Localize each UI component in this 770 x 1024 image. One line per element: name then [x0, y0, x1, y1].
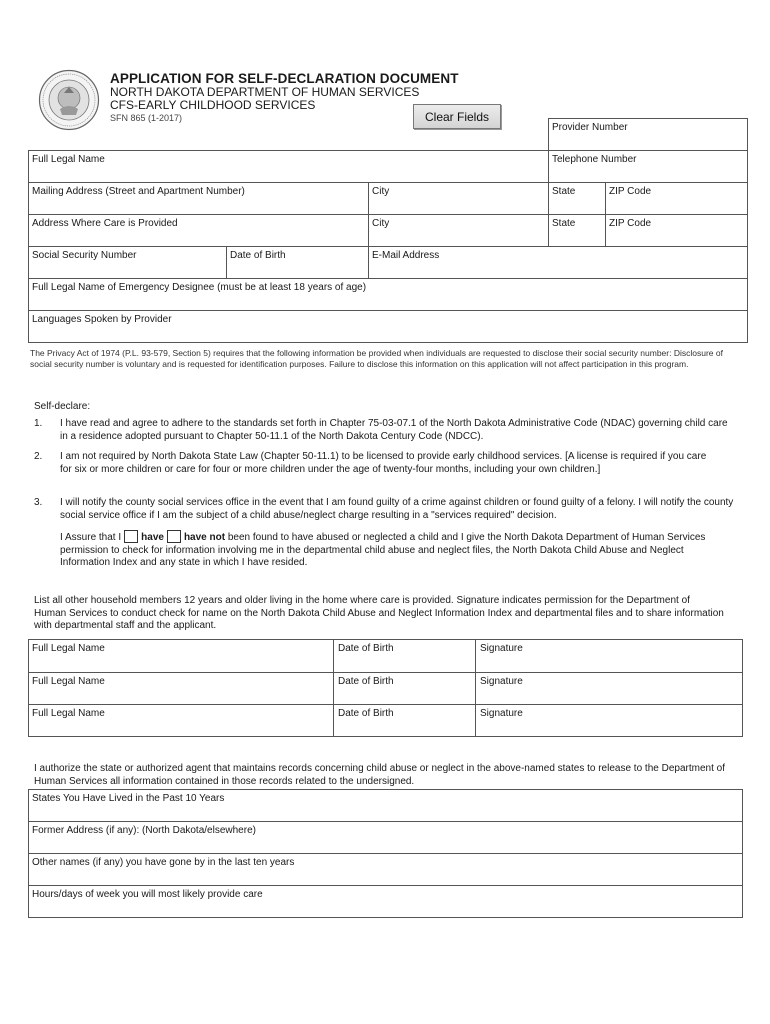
mailing-state-label: State [552, 186, 576, 197]
languages-label: Languages Spoken by Provider [32, 314, 172, 325]
mailing-city-field[interactable] [369, 198, 547, 213]
assure-rest: been found to have abused or neglected a child and I give the North Dakota Department of Human Services permission to check for information involving me in the departmental child abuse and neglect files, the North Dakota Child Abuse and Neglect Information Index and any state in which I have resided. [60, 532, 706, 568]
household-name-label: Full Legal Name [32, 676, 105, 687]
mailing-address-field[interactable] [29, 198, 367, 213]
care-state-field[interactable] [549, 230, 604, 245]
care-zip-field[interactable] [606, 230, 746, 245]
former-address-field[interactable] [29, 837, 741, 852]
state-seal-image [38, 69, 100, 131]
care-city-field[interactable] [369, 230, 547, 245]
household-signature-field[interactable] [476, 688, 741, 703]
languages-field[interactable] [29, 326, 746, 341]
household-name-field[interactable] [29, 720, 332, 735]
mailing-address-label: Mailing Address (Street and Apartment Number) [32, 186, 245, 197]
dob-field[interactable] [227, 262, 367, 277]
mailing-zip-label: ZIP Code [609, 186, 652, 197]
household-name-field[interactable] [29, 688, 332, 703]
household-dob-field[interactable] [334, 720, 474, 735]
other-names-field[interactable] [29, 869, 741, 884]
full-legal-name-label: Full Legal Name [32, 154, 105, 165]
care-hours-label: Hours/days of week you will most likely provide care [32, 889, 263, 900]
household-dob-label: Date of Birth [338, 643, 394, 654]
household-signature-label: Signature [480, 643, 523, 654]
form-title: APPLICATION FOR SELF-DECLARATION DOCUMENT [110, 71, 459, 86]
privacy-notice: The Privacy Act of 1974 (P.L. 93-579, Section 5) requires that the following information be provided when individuals are requested to disclose their social security number: Disclosure of social security number is voluntary and is requested for identification purposes. Failure to disclose this information on this application will not affect participation in this program. [30, 348, 723, 369]
have-label: have [141, 532, 164, 543]
emergency-designee-field[interactable] [29, 294, 746, 309]
full-legal-name-field[interactable] [29, 166, 547, 181]
self-declare-item-1: I have read and agree to adhere to the standards set forth in Chapter 75-03-07.1 of the North Dakota Administrative Code (NDAC) governing child care in a residence adopted pursuant to Chapter 50-11.1 of the North Dakota Century Code (NDCC). [60, 418, 728, 442]
clear-fields-button[interactable]: Clear Fields [413, 104, 501, 129]
care-address-label: Address Where Care is Provided [32, 218, 178, 229]
provider-number-field[interactable] [549, 134, 746, 149]
email-label: E-Mail Address [372, 250, 440, 261]
household-dob-field[interactable] [334, 655, 474, 671]
care-city-label: City [372, 218, 390, 229]
household-signature-label: Signature [480, 676, 523, 687]
household-signature-field[interactable] [476, 720, 741, 735]
ssn-field[interactable] [29, 262, 225, 277]
division-name: CFS-EARLY CHILDHOOD SERVICES [110, 98, 316, 112]
email-field[interactable] [369, 262, 746, 277]
household-intro: List all other household members 12 years and older living in the home where care is provided. Signature indicates permission for the Department of Human Services to conduct check for name on the North Dakota Child Abuse and Neglect Information Index and departmental files and to share information with departmental staff and the applicant. [34, 595, 724, 631]
self-declare-item-2: I am not required by North Dakota State Law (Chapter 50-11.1) to be licensed to provide early childhood services. [A license is required if you care for six or more children or care for four or more children under the age of twenty-four months, including your own children.] [60, 451, 707, 475]
self-declare-heading: Self-declare: [34, 401, 91, 412]
household-signature-field[interactable] [476, 655, 741, 671]
states-lived-label: States You Have Lived in the Past 10 Years [32, 793, 225, 804]
item-number: 2. [34, 451, 43, 462]
care-address-field[interactable] [29, 230, 367, 245]
have-not-label: have not [183, 532, 226, 543]
household-dob-label: Date of Birth [338, 676, 394, 687]
department-name: NORTH DAKOTA DEPARTMENT OF HUMAN SERVICES [110, 85, 420, 99]
states-lived-field[interactable] [29, 805, 741, 820]
care-hours-field[interactable] [29, 901, 741, 916]
item-number: 1. [34, 418, 43, 429]
assurance-statement [60, 530, 730, 570]
assure-prefix: I Assure that I [60, 532, 122, 543]
former-address-label: Former Address (if any): (North Dakota/elsewhere) [32, 825, 256, 836]
authorization-text: I authorize the state or authorized agent that maintains records concerning child abuse or neglect in the above-named states to release to the Department of Human Services all information contained in those records related to the undersigned. [34, 763, 725, 787]
form-number: SFN 865 (1-2017) [110, 113, 183, 123]
ssn-label: Social Security Number [32, 250, 137, 261]
item-number: 3. [34, 497, 43, 508]
household-name-label: Full Legal Name [32, 643, 105, 654]
dob-label: Date of Birth [230, 250, 286, 261]
mailing-city-label: City [372, 186, 390, 197]
telephone-number-field[interactable] [549, 166, 746, 181]
have-not-checkbox[interactable] [167, 530, 181, 543]
have-checkbox[interactable] [124, 530, 138, 543]
telephone-number-label: Telephone Number [552, 154, 637, 165]
care-state-label: State [552, 218, 576, 229]
emergency-designee-label: Full Legal Name of Emergency Designee (must be at least 18 years of age) [32, 282, 367, 293]
household-name-field[interactable] [29, 655, 332, 671]
other-names-label: Other names (if any) you have gone by in the last ten years [32, 857, 295, 868]
mailing-state-field[interactable] [549, 198, 604, 213]
household-signature-label: Signature [480, 708, 523, 719]
provider-number-label: Provider Number [552, 122, 628, 133]
mailing-zip-field[interactable] [606, 198, 746, 213]
household-dob-label: Date of Birth [338, 708, 394, 719]
household-name-label: Full Legal Name [32, 708, 105, 719]
care-zip-label: ZIP Code [609, 218, 652, 229]
self-declare-item-3: I will notify the county social services office in the event that I am found guilty of a crime against children or found guilty of a felony. I will notify the county social service office if I am the subject of a child abuse/neglect charge resulting in a "services required" decision. [60, 497, 734, 521]
household-dob-field[interactable] [334, 688, 474, 703]
